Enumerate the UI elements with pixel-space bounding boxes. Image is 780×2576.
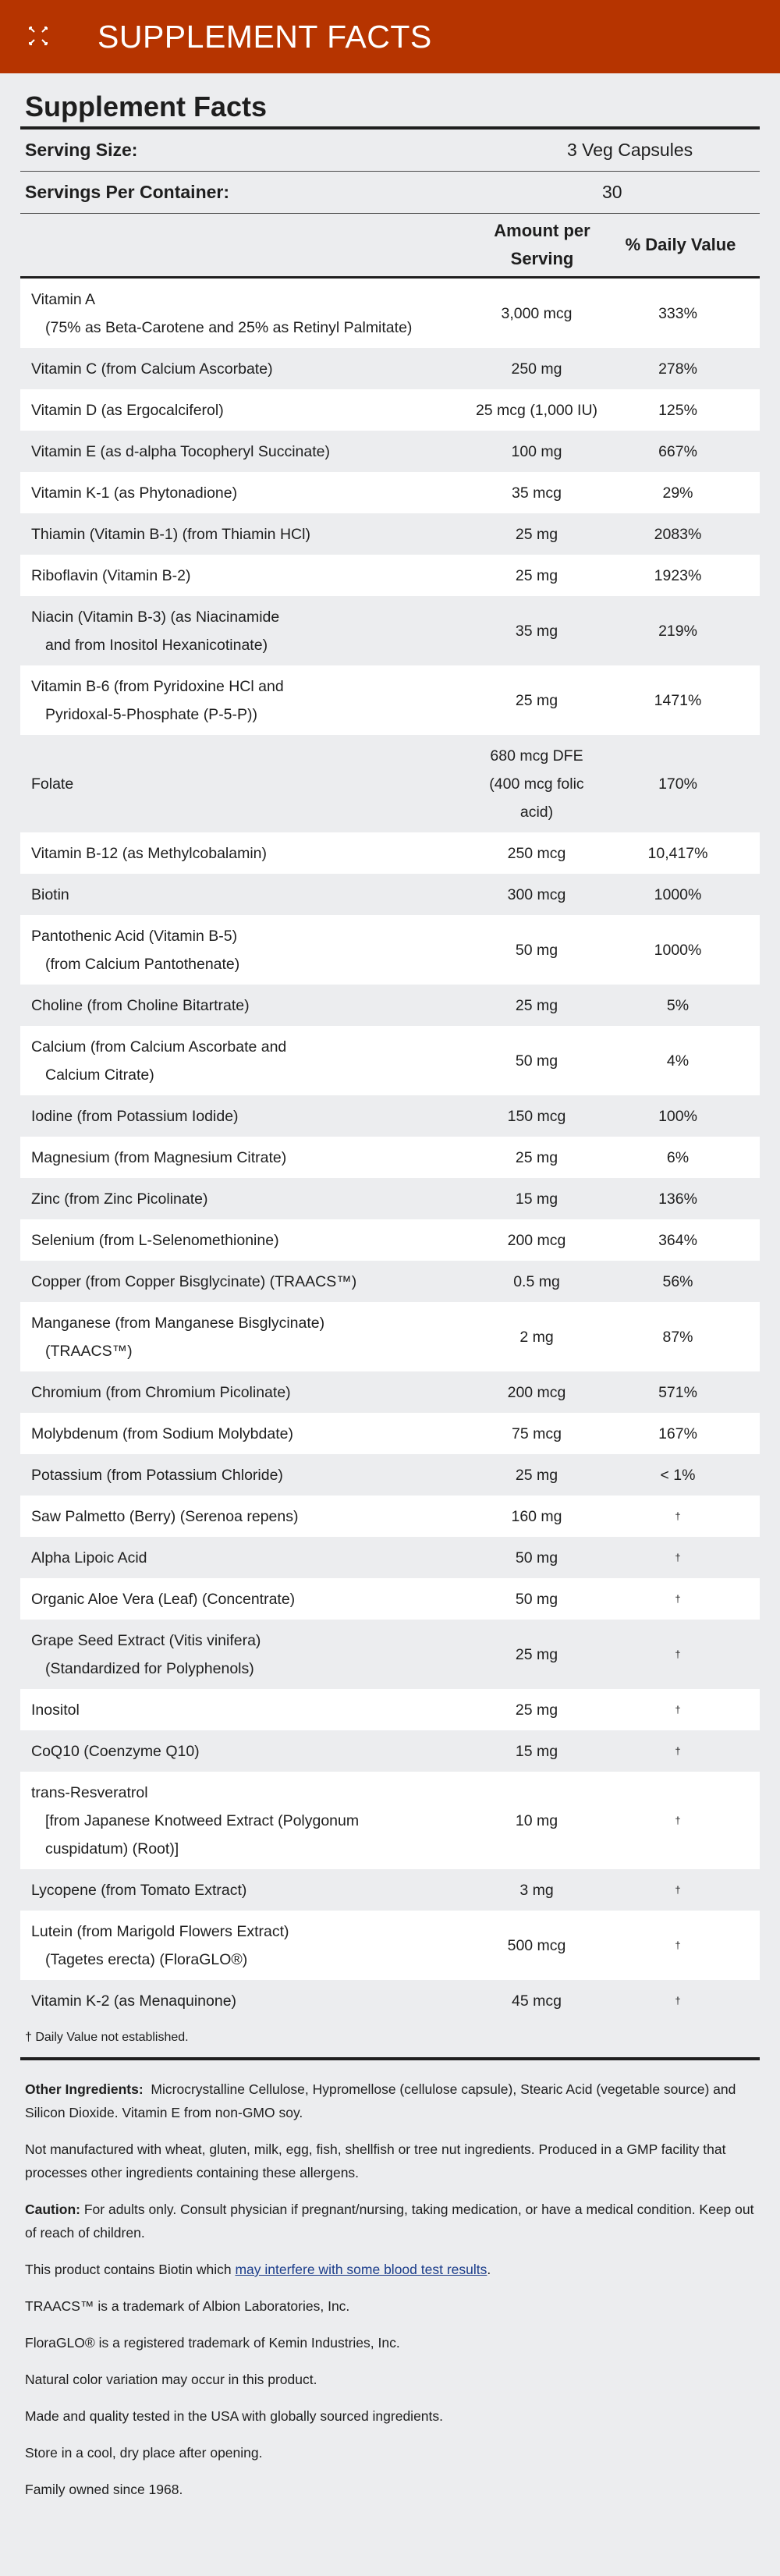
table-row (20, 1219, 760, 1261)
daily-value: 56% (662, 1272, 693, 1290)
amount-per-serving: 25 mcg (1,000 IU) (475, 401, 598, 419)
table-row (20, 1026, 760, 1095)
table-row (20, 431, 760, 472)
daily-value: 1000% (654, 941, 702, 959)
daily-value: † (675, 1814, 681, 1826)
table-row (20, 1302, 760, 1371)
servings-value: 30 (602, 182, 622, 202)
table-row (20, 472, 760, 513)
table-row (20, 665, 760, 735)
amount-per-serving: 15 mg (515, 1742, 558, 1760)
amount-column-header: Amount per Serving (494, 221, 590, 268)
table-row (20, 1413, 760, 1454)
nutrient-name: Alpha Lipoic Acid (31, 1549, 147, 1567)
header-bar (0, 0, 780, 73)
daily-value: 6% (666, 1148, 690, 1166)
amount-per-serving: 25 mg (515, 1645, 558, 1663)
daily-value: † (675, 1994, 681, 2007)
other-ingredients: Other Ingredients: Microcrystalline Cellulose, Hypromellose (cellulose capsule), Stearic Acid (vegetable source) and Silicon Dioxide. Vitamin E from non-GMO soy. (25, 2081, 736, 2120)
nutrient-name: Riboflavin (Vitamin B-2) (31, 566, 191, 584)
table-row (20, 1178, 760, 1219)
traacs-trademark: TRAACS™ is a trademark of Albion Laboratories, Inc. (25, 2298, 350, 2314)
table-row (20, 874, 760, 915)
serving-size-label: Serving Size: (25, 140, 138, 160)
nutrient-name: Vitamin B-6 (from Pyridoxine HCl and Pyridoxal-5-Phosphate (P-5-P)) (31, 677, 284, 723)
daily-value: 29% (662, 484, 693, 502)
color-note: Natural color variation may occur in this product. (25, 2372, 317, 2387)
nutrient-name: Vitamin B-12 (as Methylcobalamin) (31, 844, 268, 862)
amount-per-serving: 25 mg (515, 1148, 558, 1166)
table-row (20, 1578, 760, 1620)
amount-per-serving: 200 mcg (507, 1383, 566, 1401)
table-row (20, 1620, 760, 1689)
table-row (20, 348, 760, 389)
amount-per-serving: 35 mcg (512, 484, 562, 502)
amount-per-serving: 75 mcg (512, 1425, 562, 1442)
daily-value: 333% (658, 304, 697, 322)
daily-value: 1000% (654, 885, 702, 903)
footnote: † Daily Value not established. (25, 2031, 189, 2044)
amount-per-serving: 250 mcg (507, 844, 566, 862)
daily-value: 278% (658, 360, 697, 378)
daily-value: 4% (666, 1052, 690, 1070)
daily-value: † (675, 1510, 681, 1522)
blood-test-link[interactable]: may interfere with some blood test results (235, 2262, 488, 2277)
daily-value: 2083% (654, 525, 702, 543)
serving-size-row (16, 130, 764, 171)
serving-size-value: 3 Veg Capsules (567, 140, 693, 160)
table-row (20, 1689, 760, 1730)
allergen-statement: Not manufactured with wheat, gluten, milk, egg, fish, shellfish or tree nut ingredients. Produced in a GMP facility that processes other ingredients containing these allergens. (25, 2141, 726, 2180)
daily-value: 667% (658, 442, 697, 460)
table-row (20, 1496, 760, 1537)
nutrient-name: Pantothenic Acid (Vitamin B-5) (from Calcium Pantothenate) (31, 927, 240, 973)
table-row (20, 596, 760, 665)
amount-per-serving: 3,000 mcg (501, 304, 573, 322)
table-row (20, 389, 760, 431)
nutrient-name: Zinc (from Zinc Picolinate) (31, 1190, 208, 1208)
nutrient-name: Chromium (from Chromium Picolinate) (31, 1383, 291, 1401)
amount-per-serving: 150 mcg (507, 1107, 566, 1125)
nutrient-name: Choline (from Choline Bitartrate) (31, 996, 250, 1014)
daily-value: † (675, 1883, 681, 1896)
daily-value: 170% (658, 775, 697, 793)
nutrient-name: Vitamin D (as Ergocalciferol) (31, 401, 224, 419)
table-row (20, 1537, 760, 1578)
amount-per-serving: 25 mg (515, 1466, 558, 1484)
nutrient-name: Vitamin A (75% as Beta-Carotene and 25% as Retinyl Palmitate) (31, 290, 413, 336)
amount-per-serving: 250 mg (511, 360, 562, 378)
table-row (20, 1095, 760, 1137)
made-note: Made and quality tested in the USA with globally sourced ingredients. (25, 2408, 444, 2424)
expand-icon[interactable] (28, 26, 48, 46)
daily-value: † (675, 1939, 681, 1951)
daily-value: 125% (658, 401, 697, 419)
nutrient-name: Potassium (from Potassium Chloride) (31, 1466, 283, 1484)
daily-value: 364% (658, 1231, 697, 1249)
table-row (20, 985, 760, 1026)
table-row (20, 513, 760, 555)
daily-value: < 1% (660, 1466, 696, 1484)
amount-per-serving: 45 mcg (512, 1992, 562, 2010)
table-row (20, 1261, 760, 1302)
daily-value: 5% (666, 996, 690, 1014)
daily-value: † (675, 1648, 681, 1660)
table-row (20, 1772, 760, 1869)
servings-row (16, 172, 764, 213)
amount-per-serving: 35 mg (515, 622, 558, 640)
daily-value: 1923% (654, 566, 702, 584)
daily-value: 10,417% (647, 844, 708, 862)
supplement-facts-panel (16, 73, 764, 2514)
amount-per-serving: 25 mg (515, 566, 558, 584)
daily-value: 136% (658, 1190, 697, 1208)
nutrient-name: trans-Resveratrol [from Japanese Knotweed Extract (Polygonum cuspidatum) (Root)] (31, 1783, 360, 1857)
amount-per-serving: 50 mg (515, 1052, 558, 1070)
table-row (20, 1911, 760, 1980)
nutrient-name: Vitamin E (as d-alpha Tocopheryl Succinate) (31, 442, 330, 460)
nutrient-name: Folate (31, 775, 74, 793)
amount-per-serving: 300 mcg (507, 885, 566, 903)
table-row (20, 1730, 760, 1772)
nutrient-name: Inositol (31, 1701, 80, 1719)
nutrient-name: Calcium (from Calcium Ascorbate and Calcium Citrate) (31, 1038, 287, 1084)
amount-per-serving: 3 mg (519, 1881, 554, 1899)
table-row (20, 735, 760, 832)
table-row (20, 279, 760, 348)
amount-per-serving: 50 mg (515, 941, 558, 959)
notes-section (16, 2060, 764, 2501)
facts-title: Supplement Facts (25, 90, 268, 122)
nutrient-name: Grape Seed Extract (Vitis vinifera) (Standardized for Polyphenols) (31, 1631, 261, 1677)
table-row (20, 1137, 760, 1178)
table-row (20, 1454, 760, 1496)
daily-value: 219% (658, 622, 697, 640)
amount-per-serving: 200 mcg (507, 1231, 566, 1249)
header-title: SUPPLEMENT FACTS (98, 19, 432, 55)
nutrient-name: Niacin (Vitamin B-3) (as Niacinamide and from Inositol Hexanicotinate) (31, 608, 280, 654)
daily-value: 1471% (654, 691, 702, 709)
table-row (20, 1980, 760, 2021)
nutrient-name: Lutein (from Marigold Flowers Extract) (Tagetes erecta) (FloraGLO®) (31, 1922, 289, 1968)
amount-per-serving: 25 mg (515, 691, 558, 709)
nutrient-name: Lycopene (from Tomato Extract) (31, 1881, 247, 1899)
table-row (20, 915, 760, 985)
amount-per-serving: 50 mg (515, 1590, 558, 1608)
amount-per-serving: 25 mg (515, 525, 558, 543)
servings-label: Servings Per Container: (25, 182, 230, 202)
daily-value: † (675, 1744, 681, 1757)
caution-statement: Caution: For adults only. Consult physician if pregnant/nursing, taking medication, or have a medical condition. Keep out of reach of children. (25, 2202, 754, 2241)
amount-per-serving: 2 mg (519, 1328, 554, 1346)
daily-value: † (675, 1703, 681, 1716)
nutrient-name: Thiamin (Vitamin B-1) (from Thiamin HCl) (31, 525, 310, 543)
nutrient-name: Iodine (from Potassium Iodide) (31, 1107, 239, 1125)
column-header-row (16, 214, 764, 276)
nutrient-table (20, 279, 760, 2021)
amount-per-serving: 10 mg (515, 1811, 558, 1829)
nutrient-name: CoQ10 (Coenzyme Q10) (31, 1742, 200, 1760)
daily-value: 87% (662, 1328, 693, 1346)
amount-per-serving: 680 mcg DFE (400 mcg folic acid) (489, 747, 584, 821)
amount-per-serving: 100 mg (511, 442, 562, 460)
amount-per-serving: 160 mg (511, 1507, 562, 1525)
table-row (20, 555, 760, 596)
nutrient-name: Magnesium (from Magnesium Citrate) (31, 1148, 287, 1166)
amount-per-serving: 25 mg (515, 996, 558, 1014)
table-row (20, 1869, 760, 1911)
nutrient-name: Molybdenum (from Sodium Molybdate) (31, 1425, 293, 1442)
family-note: Family owned since 1968. (25, 2482, 183, 2497)
nutrient-name: Biotin (31, 885, 69, 903)
daily-value: † (675, 1551, 681, 1563)
amount-per-serving: 500 mcg (507, 1936, 566, 1954)
amount-per-serving: 25 mg (515, 1701, 558, 1719)
dv-column-header: % Daily Value (625, 235, 736, 254)
nutrient-name: Manganese (from Manganese Bisglycinate) (TRAACS™) (31, 1314, 325, 1360)
amount-per-serving: 0.5 mg (513, 1272, 560, 1290)
floraglo-trademark: FloraGLO® is a registered trademark of Kemin Industries, Inc. (25, 2335, 400, 2351)
nutrient-name: Selenium (from L-Selenomethionine) (31, 1231, 279, 1249)
daily-value: † (675, 1592, 681, 1605)
amount-per-serving: 15 mg (515, 1190, 558, 1208)
nutrient-name: Vitamin K-1 (as Phytonadione) (31, 484, 238, 502)
amount-per-serving: 50 mg (515, 1549, 558, 1567)
nutrient-name: Copper (from Copper Bisglycinate) (TRAACS™) (31, 1272, 357, 1290)
nutrient-name: Vitamin K-2 (as Menaquinone) (31, 1992, 237, 2010)
nutrient-name: Saw Palmetto (Berry) (Serenoa repens) (31, 1507, 299, 1525)
table-row (20, 1371, 760, 1413)
daily-value: 167% (658, 1425, 697, 1442)
daily-value: 100% (658, 1107, 697, 1125)
nutrient-name: Organic Aloe Vera (Leaf) (Concentrate) (31, 1590, 296, 1608)
biotin-statement: This product contains Biotin which may interfere with some blood test results. (25, 2262, 491, 2277)
nutrient-name: Vitamin C (from Calcium Ascorbate) (31, 360, 273, 378)
daily-value: 571% (658, 1383, 697, 1401)
table-row (20, 832, 760, 874)
store-note: Store in a cool, dry place after opening. (25, 2445, 263, 2461)
